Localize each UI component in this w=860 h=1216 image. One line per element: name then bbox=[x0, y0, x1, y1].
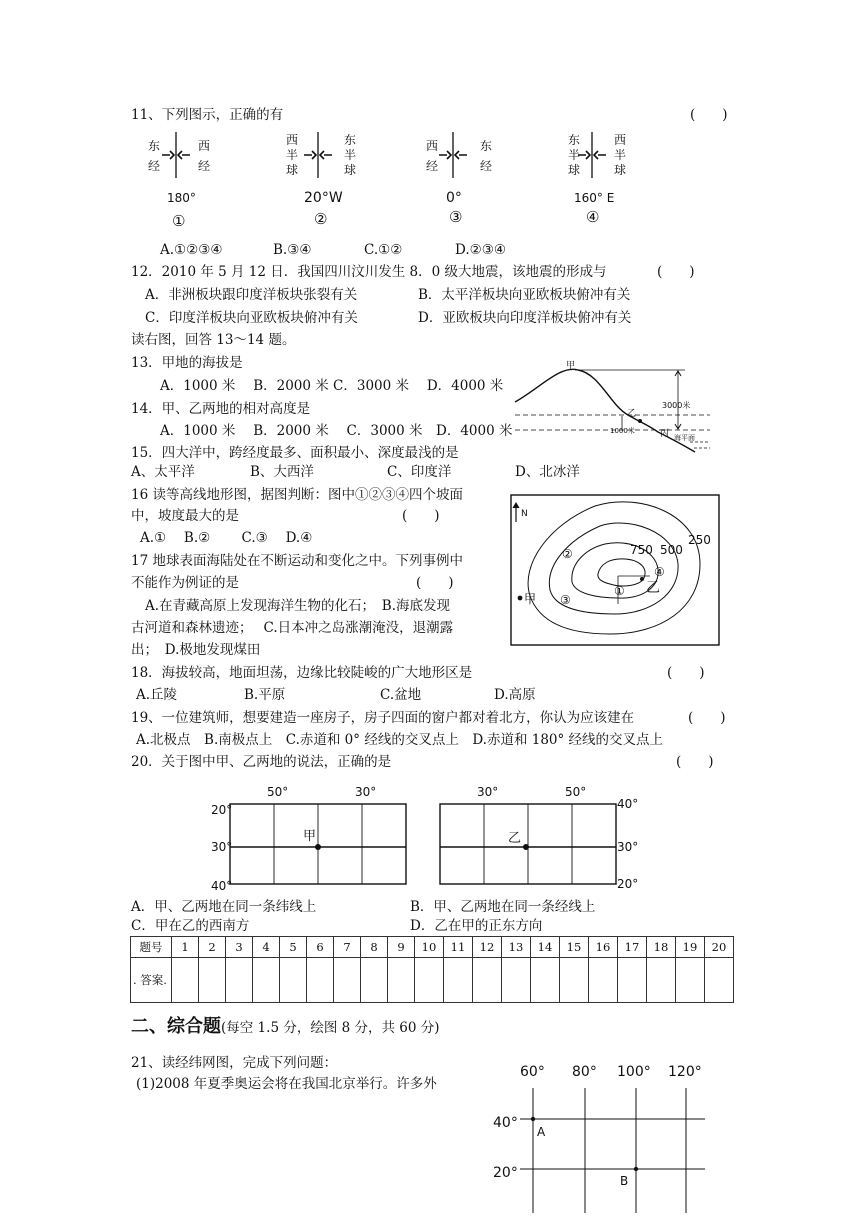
fig2-right-2: 半 bbox=[344, 148, 357, 162]
answer-num: 18 bbox=[647, 937, 676, 958]
fig21-lon-3: 100° bbox=[617, 1064, 651, 1080]
answer-num: 12 bbox=[473, 937, 502, 958]
q21-sub1: (1)2008 年夏季奥运会将在我国北京举行。许多外 bbox=[136, 1076, 437, 1092]
fig2-left-3: 球 bbox=[286, 163, 299, 177]
answer-cell[interactable] bbox=[388, 958, 415, 1003]
answer-table bbox=[130, 936, 734, 1003]
answer-num: 14 bbox=[531, 937, 560, 958]
fig16-num1: ① bbox=[614, 584, 625, 598]
q17-line3: A.在青藏高原上发现海洋生物的化石； B.海底发现 bbox=[145, 598, 451, 614]
answer-num: 3 bbox=[226, 937, 253, 958]
fig20-r-top-2: 50° bbox=[565, 785, 587, 799]
fig4-left-1: 东 bbox=[568, 133, 581, 147]
fig20-r-top-1: 30° bbox=[477, 785, 499, 799]
fig1314-h1000: 1000米 bbox=[610, 427, 635, 435]
fig-21-grid bbox=[490, 1058, 720, 1213]
fig20-l-top-2: 30° bbox=[355, 785, 377, 799]
answer-num: 11 bbox=[444, 937, 473, 958]
answer-cell[interactable] bbox=[444, 958, 473, 1003]
fig4-right-2: 半 bbox=[614, 148, 627, 162]
fig3-num: ③ bbox=[449, 208, 463, 226]
answer-cell[interactable] bbox=[705, 958, 734, 1003]
q16-options: A.① B.② C.③ D.④ bbox=[140, 530, 313, 546]
fig-13-14 bbox=[510, 360, 720, 460]
q20-opt-c: C．甲在乙的西南方 bbox=[131, 918, 250, 934]
q15-opt-d: D、北冰洋 bbox=[515, 464, 580, 480]
q20-opt-b: B．甲、乙两地在同一条经线上 bbox=[410, 899, 596, 915]
q20-paren: ( ) bbox=[676, 754, 714, 770]
q20-opt-d: D．乙在甲的正东方向 bbox=[410, 918, 543, 934]
answer-num: 4 bbox=[253, 937, 280, 958]
fig1-caption: 180° bbox=[167, 191, 196, 205]
section2-title: 二、综合题 bbox=[131, 1016, 221, 1037]
fig16-num4: ④ bbox=[654, 565, 665, 579]
q12-opt-c: C．印度洋板块向亚欧板块俯冲有关 bbox=[145, 310, 358, 326]
q13-options: A．1000 米 B．2000 米 C．3000 米 D．4000 米 bbox=[160, 378, 504, 394]
q18-opt-b: B.平原 bbox=[244, 687, 286, 703]
answer-cell[interactable] bbox=[361, 958, 388, 1003]
fig1314-h3000: 3000米 bbox=[662, 401, 691, 410]
fig21-lon-4: 120° bbox=[668, 1064, 702, 1080]
fig1314-jia: 甲 bbox=[566, 361, 576, 371]
fig16-750: 750 bbox=[630, 543, 653, 557]
fig3-right-1: 东 bbox=[480, 139, 493, 153]
fig16-n: N bbox=[521, 509, 528, 519]
q17-line1: 17 地球表面海陆处在不断运动和变化之中。下列事例中 bbox=[131, 553, 463, 569]
q15-stem: 15．四大洋中，跨经度最多、面积最小、深度最浅的是 bbox=[131, 445, 459, 461]
answer-cell[interactable] bbox=[531, 958, 560, 1003]
q15-opt-b: B、大西洋 bbox=[250, 464, 314, 480]
fig1314-sea: 海平面 bbox=[674, 434, 695, 442]
answer-num: 15 bbox=[560, 937, 589, 958]
answer-cell[interactable] bbox=[226, 958, 253, 1003]
answer-num: 9 bbox=[388, 937, 415, 958]
answer-num: 8 bbox=[361, 937, 388, 958]
fig20-r-side-1: 40° bbox=[617, 797, 639, 811]
fig2-caption: 20°W bbox=[304, 190, 343, 206]
q14-options: A．1000 米 B．2000 米 C．3000 米 D．4000 米 bbox=[160, 423, 513, 439]
fig21-point-a: A bbox=[537, 1125, 546, 1139]
fig1-left-2: 经 bbox=[148, 159, 161, 173]
q17-line5: 出； D.极地发现煤田 bbox=[131, 642, 261, 658]
fig20-jia: 甲 bbox=[303, 829, 317, 844]
q12-opt-a: A．非洲板块跟印度洋板块张裂有关 bbox=[145, 287, 358, 303]
q16-paren: ( ) bbox=[402, 508, 440, 524]
answer-cell[interactable] bbox=[618, 958, 647, 1003]
q19-paren: ( ) bbox=[688, 710, 726, 726]
fig20-r-side-3: 20° bbox=[617, 877, 639, 891]
answer-num: 17 bbox=[618, 937, 647, 958]
q12-paren: ( ) bbox=[657, 264, 695, 280]
fig16-500: 500 bbox=[660, 543, 683, 557]
fig4-num: ④ bbox=[586, 208, 600, 226]
answer-cell[interactable] bbox=[307, 958, 334, 1003]
answer-num: 13 bbox=[502, 937, 531, 958]
answer-num: 5 bbox=[280, 937, 307, 958]
q17-paren: ( ) bbox=[416, 575, 454, 591]
q19-stem: 19、一位建筑师，想要建造一座房子，房子四面的窗户都对着北方，你认为应该建在 bbox=[131, 710, 635, 726]
fig4-left-2: 半 bbox=[568, 148, 581, 162]
fig16-jia: 甲 bbox=[524, 592, 537, 606]
q11-paren: ( ) bbox=[690, 107, 728, 123]
section2-note: (每空 1.5 分，绘图 8 分，共 60 分) bbox=[221, 1020, 440, 1036]
answer-num: 6 bbox=[307, 937, 334, 958]
fig16-num2: ② bbox=[562, 547, 573, 561]
q11-stem: 11、下列图示，正确的有 bbox=[131, 107, 284, 123]
fig1-num: ① bbox=[172, 212, 186, 230]
answer-row-label: . 答案. bbox=[131, 958, 172, 1003]
q18-opt-a: A.丘陵 bbox=[136, 687, 178, 703]
q17-line4: 古河道和森林遗迹； C.日本冲之岛涨潮淹没，退潮露 bbox=[131, 620, 454, 636]
fig16-yi: 乙 bbox=[646, 580, 660, 596]
fig3-left-2: 经 bbox=[426, 159, 439, 173]
answer-num: 1 bbox=[172, 937, 199, 958]
fig1-right-1: 西 bbox=[198, 139, 211, 153]
q20-opt-a: A．甲、乙两地在同一条纬线上 bbox=[131, 899, 317, 915]
answer-num: 20 bbox=[705, 937, 734, 958]
fig2-right-1: 东 bbox=[344, 133, 357, 147]
q15-opt-c: C、印度洋 bbox=[387, 464, 452, 480]
answer-num: 7 bbox=[334, 937, 361, 958]
answer-cell[interactable] bbox=[280, 958, 307, 1003]
read-13-14: 读右图，回答 13～14 题。 bbox=[131, 332, 296, 348]
fig20-r-side-2: 30° bbox=[617, 840, 639, 854]
fig20-l-top-1: 50° bbox=[267, 785, 289, 799]
answer-cell[interactable] bbox=[473, 958, 502, 1003]
fig20-l-side-2: 30° bbox=[211, 840, 233, 854]
answer-cell[interactable] bbox=[560, 958, 589, 1003]
answer-header-label: 题号 bbox=[131, 937, 172, 958]
q18-opt-c: C.盆地 bbox=[380, 687, 422, 703]
fig21-lat-1: 40° bbox=[493, 1115, 518, 1131]
fig21-point-b: B bbox=[620, 1174, 629, 1188]
fig2-left-1: 西 bbox=[286, 133, 299, 147]
fig1-left-1: 东 bbox=[148, 139, 161, 153]
q18-stem: 18．海拔较高，地面坦荡，边缘比较陡峻的广大地形区是 bbox=[131, 665, 473, 681]
answer-cell[interactable] bbox=[199, 958, 226, 1003]
fig-20-grids bbox=[205, 780, 645, 895]
fig1314-yi: 乙 bbox=[627, 409, 637, 419]
q11-opt-b: B.③④ bbox=[273, 242, 312, 258]
answer-num: 19 bbox=[676, 937, 705, 958]
fig20-yi: 乙 bbox=[508, 831, 522, 846]
section2-heading bbox=[131, 1018, 440, 1037]
fig21-lon-2: 80° bbox=[572, 1064, 597, 1080]
fig2-num: ② bbox=[314, 210, 328, 228]
q12-stem: 12．2010 年 5 月 12 日．我国四川汶川发生 8．0 级大地震，该地震的形成与 bbox=[131, 264, 607, 280]
fig-16-contour bbox=[510, 494, 720, 646]
answer-cell[interactable] bbox=[172, 958, 199, 1003]
q20-stem: 20．关于图中甲、乙两地的说法，正确的是 bbox=[131, 754, 392, 770]
q17-line2: 不能作为例证的是 bbox=[131, 575, 239, 591]
fig21-lat-2: 20° bbox=[493, 1165, 518, 1181]
answer-cell[interactable] bbox=[589, 958, 618, 1003]
q14-stem: 14．甲、乙两地的相对高度是 bbox=[131, 401, 311, 417]
answer-cell[interactable] bbox=[647, 958, 676, 1003]
q12-opt-b: B．太平洋板块向亚欧板块俯冲有关 bbox=[418, 287, 631, 303]
answer-table-header bbox=[131, 937, 734, 958]
fig21-lon-1: 60° bbox=[520, 1064, 545, 1080]
q16-line1: 16 读等高线地形图，据图判断：图中①②③④四个坡面 bbox=[131, 487, 463, 503]
fig2-right-3: 球 bbox=[344, 163, 357, 177]
q12-opt-d: D．亚欧板块向印度洋板块俯冲有关 bbox=[418, 310, 632, 326]
q21-stem: 21、读经纬网图，完成下列问题： bbox=[131, 1055, 338, 1071]
fig3-right-2: 经 bbox=[480, 159, 493, 173]
q19-options: A.北极点 B.南极点上 C.赤道和 0° 经线的交叉点上 D.赤道和 180° 经线的交叉点上 bbox=[136, 732, 664, 748]
fig4-left-3: 球 bbox=[568, 163, 581, 177]
fig4-right-3: 球 bbox=[614, 163, 627, 177]
fig1-right-2: 经 bbox=[198, 159, 211, 173]
fig2-left-2: 半 bbox=[286, 148, 299, 162]
fig1314-bing: 丙 bbox=[660, 429, 670, 439]
fig16-num3: ③ bbox=[560, 593, 571, 607]
answer-num: 16 bbox=[589, 937, 618, 958]
q11-opt-c: C.①② bbox=[364, 242, 403, 258]
answer-cell[interactable] bbox=[334, 958, 361, 1003]
answer-table-row bbox=[131, 958, 734, 1003]
answer-num: 10 bbox=[415, 937, 444, 958]
q11-opt-a: A.①②③④ bbox=[160, 242, 223, 258]
q13-stem: 13．甲地的海拔是 bbox=[131, 355, 243, 371]
answer-cell[interactable] bbox=[415, 958, 444, 1003]
fig3-left-1: 西 bbox=[426, 139, 439, 153]
fig3-caption: 0° bbox=[446, 190, 462, 206]
q11-figures bbox=[140, 130, 660, 235]
fig16-250: 250 bbox=[688, 533, 711, 547]
fig4-right-1: 西 bbox=[614, 133, 627, 147]
fig20-l-side-3: 40° bbox=[211, 879, 233, 893]
fig4-caption: 160° E bbox=[574, 191, 615, 205]
q15-opt-a: A、太平洋 bbox=[131, 464, 195, 480]
q18-paren: ( ) bbox=[667, 665, 705, 681]
fig20-l-side-1: 20° bbox=[211, 803, 233, 817]
q18-opt-d: D.高原 bbox=[494, 687, 536, 703]
answer-cell[interactable] bbox=[676, 958, 705, 1003]
q11-opt-d: D.②③④ bbox=[455, 242, 506, 258]
answer-num: 2 bbox=[199, 937, 226, 958]
answer-cell[interactable] bbox=[253, 958, 280, 1003]
q16-line2: 中，坡度最大的是 bbox=[131, 508, 239, 524]
answer-cell[interactable] bbox=[502, 958, 531, 1003]
